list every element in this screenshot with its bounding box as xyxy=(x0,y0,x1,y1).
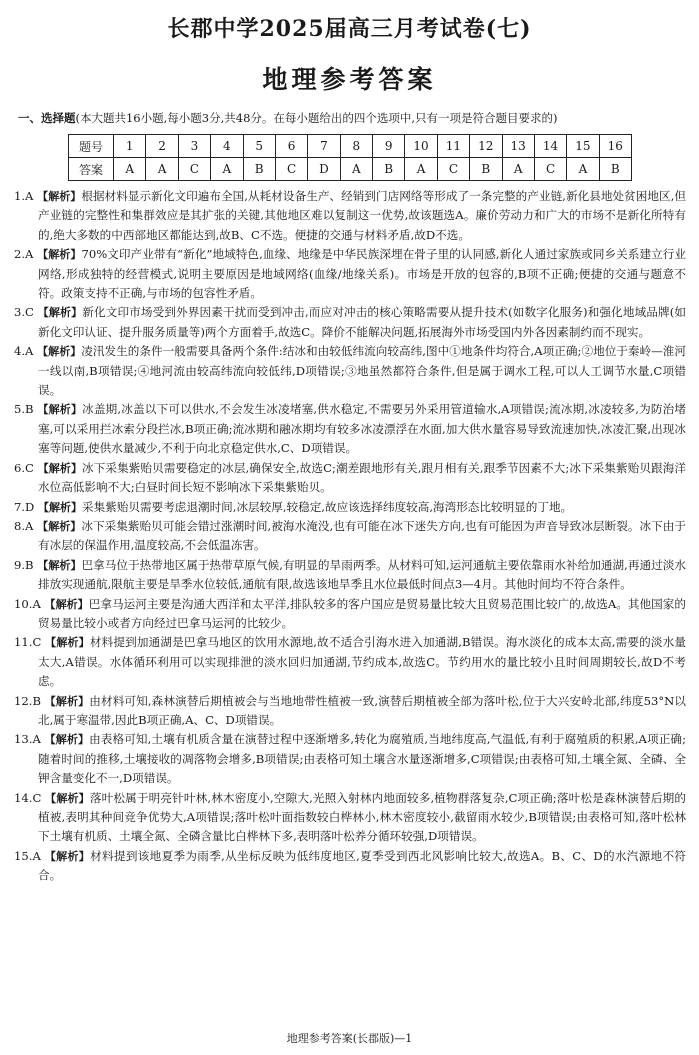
answer-cell: D xyxy=(308,158,340,181)
answer-row xyxy=(69,158,632,181)
item-number: 4.A xyxy=(14,344,34,359)
explanation-item xyxy=(14,303,686,342)
item-text: 材料提到该地夏季为雨季,从坐标反映为低纬度地区,夏季受到西北风影响比较大,故选A。B、C、D的水汽源地不符合。 xyxy=(38,848,687,883)
answer-cell: A xyxy=(211,158,243,181)
item-text: 凌汛发生的条件一般需要具备两个条件:结冰和由较低纬流向较高纬,图中①地条件均符合,A项正确;②地位于秦岭—淮河一线以南,B项错误;④地河流由较高纬流向较低纬,D项错误;③地虽然都符合条件,但是属于调水工程,可以人工调节水量,C项错误。 xyxy=(38,344,687,398)
answer-cell: B xyxy=(243,158,275,181)
answer-cell: A xyxy=(502,158,534,181)
row-label-answer: 答案 xyxy=(69,158,114,181)
analysis-tag: 【解析】 xyxy=(37,248,82,262)
item-text: 材料提到加通湖是巴拿马地区的饮用水源地,故不适合引海水进入加通湖,B错误。海水淡化的成本太高,需要的淡水量太大,A错误。水体循环利用可以实现排泄的淡水回归加通湖,节约成本,故选C。节约用水的量比较小且时间周期较长,故D不考虑。 xyxy=(38,635,686,689)
analysis-tag: 【解析】 xyxy=(38,500,83,514)
answer-cell: A xyxy=(340,158,372,181)
explanation-list xyxy=(14,187,686,886)
explanation-item xyxy=(14,789,686,847)
item-text: 巴拿马运河主要是沟通大西洋和太平洋,排队较多的客户国应是贸易量比较大且贸易范围比较广的,故选A。其他国家的贸易量比较小或者方向经过巴拿马运河的比较少。 xyxy=(38,596,687,630)
analysis-tag: 【解析】 xyxy=(45,791,90,805)
question-number: 1 xyxy=(114,135,146,158)
row-label-number: 题号 xyxy=(69,135,114,158)
explanation-item xyxy=(14,459,686,498)
explanation-item xyxy=(14,847,686,886)
analysis-tag: 【解析】 xyxy=(44,597,89,611)
question-number: 2 xyxy=(146,135,178,158)
explanation-item xyxy=(14,498,686,517)
item-text: 根据材料显示新化文印遍布全国,从耗材设备生产、经销到门店网络等形成了一条完整的产业链,新化县地处贫困地区,但产业链的完整性和集群效应是其扩张的关键,其他地区难以复制这一优势,故该题选A。廉价劳动力和广大的市场不是新化所特有的,绝大多数的中西部地区都能达到,故B、C不选。便捷的交通与材料矛盾,故D不选。 xyxy=(38,189,687,242)
answer-cell: A xyxy=(146,158,178,181)
item-number: 15.A xyxy=(14,848,41,863)
explanation-item xyxy=(14,187,686,245)
explanation-item xyxy=(14,556,686,595)
question-number: 6 xyxy=(275,135,307,158)
item-number: 10.A xyxy=(14,596,41,611)
question-number-row xyxy=(69,135,632,158)
item-number: 11.C xyxy=(14,635,42,650)
answer-cell: B xyxy=(373,158,405,181)
item-text: 新化文印市场受到外界因素干扰而受到冲击,而应对冲击的核心策略需要从提升技术(如数字化服务)和强化地域品牌(如新化文印认证、提升服务质量等)两个方面着手,故选C。降价不能解决问题,拓展海外市场受国内外各因素制约而不现实。 xyxy=(38,305,687,339)
section-title: 一、选择题 xyxy=(18,111,76,125)
analysis-tag: 【解析】 xyxy=(37,403,83,417)
analysis-tag: 【解析】 xyxy=(44,694,90,708)
explanation-item xyxy=(14,595,686,634)
explanation-item xyxy=(14,730,686,788)
item-text: 冰盖期,冰盖以下可以供水,不会发生冰凌堵塞,供水稳定,不需要另外采用管道输水,A项错误;流冰期,冰凌较多,为防治堵塞,可以采用拦冰索分段拦冰,B项正确;流冰期和融冰期均有较多冰凌漂浮在水面,加大供水量容易导致流速加快,冰凌汇聚,出现冰塞等问题,使供水量减少,不利于向北京稳定供水,C、D项错误。 xyxy=(38,402,687,456)
item-number: 13.A xyxy=(14,732,41,747)
question-number: 14 xyxy=(534,135,566,158)
question-number: 11 xyxy=(437,135,469,158)
item-number: 1.A xyxy=(14,189,34,203)
section-heading xyxy=(18,110,687,126)
question-number: 16 xyxy=(599,135,631,158)
item-number: 14.C xyxy=(14,790,42,805)
question-number: 8 xyxy=(340,135,372,158)
answer-cell: B xyxy=(470,158,502,181)
answer-table xyxy=(68,134,632,181)
analysis-tag: 【解析】 xyxy=(37,345,82,359)
question-number: 4 xyxy=(211,135,243,158)
question-number: 13 xyxy=(502,135,534,158)
analysis-tag: 【解析】 xyxy=(44,849,91,863)
item-text: 由材料可知,森林演替后期植被会与当地地带性植被一致,演替后期植被全部为落叶松,位于大兴安岭北部,纬度53°N以北,属于寒温带,因此B项正确,A、C、D项错误。 xyxy=(38,693,686,727)
question-number: 5 xyxy=(243,135,275,158)
explanation-item xyxy=(14,517,686,556)
item-number: 9.B xyxy=(14,557,34,572)
document-title: 地理参考答案 xyxy=(262,65,437,94)
answer-cell: A xyxy=(114,158,146,181)
question-number: 12 xyxy=(470,135,502,158)
answer-cell: C xyxy=(534,158,566,181)
item-text: 70%文印产业带有“新化”地域特色,血缘、地缘是中华民族深埋在骨子里的认同感,新化人通过家族或同乡关系建立行业网络,形成独特的经营模式,说明主要原因是地域网络(血缘/地缘关系)。市场是开放的包容的,B项不正确;便捷的交通与题意不符。政策支持不正确,与市场的包容性矛盾。 xyxy=(38,247,687,301)
analysis-tag: 【解析】 xyxy=(45,636,90,650)
item-number: 3.C xyxy=(14,305,34,320)
item-number: 6.C xyxy=(14,460,34,475)
item-text: 由表格可知,土壤有机质含量在演替过程中逐渐增多,转化为腐殖质,当地纬度高,气温低,有利于腐殖质的积累,A项正确;随着时间的推移,土壤接收的凋落物会增多,B项错误;由表格可知土壤含水量逐渐增多,C项错误;由表格可知,土壤全氮、全磷、全钾含量变化不一,D项错误。 xyxy=(38,732,687,786)
analysis-tag: 【解析】 xyxy=(44,733,90,747)
question-number: 3 xyxy=(178,135,210,158)
item-text: 巴拿马位于热带地区属于热带草原气候,有明显的旱雨两季。从材料可知,运河通航主要依靠雨水补给加通湖,再通过淡水排放实现通航,限航主要是旱季水位较低,通航有限,故选该地旱季且水位最低时间点3—4月。其他时间均不符合条件。 xyxy=(38,557,687,592)
item-number: 8.A xyxy=(14,518,34,533)
question-number: 7 xyxy=(308,135,340,158)
section-instructions: (本大题共16小题,每小题3分,共48分。在每小题给出的四个选项中,只有一项是符合题目要求的) xyxy=(75,111,558,125)
explanation-item xyxy=(14,245,686,303)
analysis-tag: 【解析】 xyxy=(37,190,82,203)
analysis-tag: 【解析】 xyxy=(37,558,82,572)
analysis-tag: 【解析】 xyxy=(37,461,83,475)
explanation-item xyxy=(14,633,686,691)
explanation-item xyxy=(14,692,686,731)
exam-title: 长郡中学2025届高三月考试卷(七) xyxy=(167,16,532,42)
explanation-item xyxy=(14,342,686,400)
item-number: 12.B xyxy=(14,693,41,708)
analysis-tag: 【解析】 xyxy=(37,306,83,320)
question-number: 15 xyxy=(567,135,599,158)
item-text: 冰下采集紫贻贝需要稳定的冰层,确保安全,故选C;潮差跟地形有关,跟月相有关,跟季节因素不大;冰下采集紫贻贝跟海洋水位高低影响不大;白昼时间长短不影响冰下采集紫贻贝。 xyxy=(38,460,687,495)
item-text: 采集紫贻贝需要考虑退潮时间,冰层较厚,较稳定,故应该选择纬度较高,海湾形态比较明显的丁地。 xyxy=(82,499,573,514)
answer-cell: C xyxy=(178,158,210,181)
item-text: 冰下采集紫贻贝可能会错过涨潮时间,被海水淹没,也有可能在冰下迷失方向,也有可能因为声音导致冰层断裂。冰下由于有冰层的保温作用,温度较高,不会低温冻害。 xyxy=(38,518,687,553)
answer-cell: A xyxy=(567,158,599,181)
answer-cell: C xyxy=(437,158,469,181)
answer-cell: C xyxy=(275,158,307,181)
question-number: 9 xyxy=(373,135,405,158)
item-number: 7.D xyxy=(14,499,35,514)
item-number: 2.A xyxy=(14,247,34,262)
page-footer: 地理参考答案(长郡版)—1 xyxy=(286,1032,413,1045)
analysis-tag: 【解析】 xyxy=(37,519,82,533)
item-number: 5.B xyxy=(14,402,34,417)
question-number: 10 xyxy=(405,135,437,158)
answer-cell: A xyxy=(405,158,437,181)
answer-cell: B xyxy=(599,158,631,181)
explanation-item xyxy=(14,400,686,458)
item-text: 落叶松属于明亮针叶林,林木密度小,空隙大,光照入射林内地面较多,植物群落复杂,C项正确;落叶松是森林演替后期的植被,表明其种间竞争优势大,A项错误;落叶松叶面指数较白桦林小,林木密度较小,截留雨水较少,B项错误;由表格可知,落叶松林下土壤有机质、土壤全氮、全磷含量比白桦林下多,表明落叶松养分循环较强,D项错误。 xyxy=(38,790,687,844)
